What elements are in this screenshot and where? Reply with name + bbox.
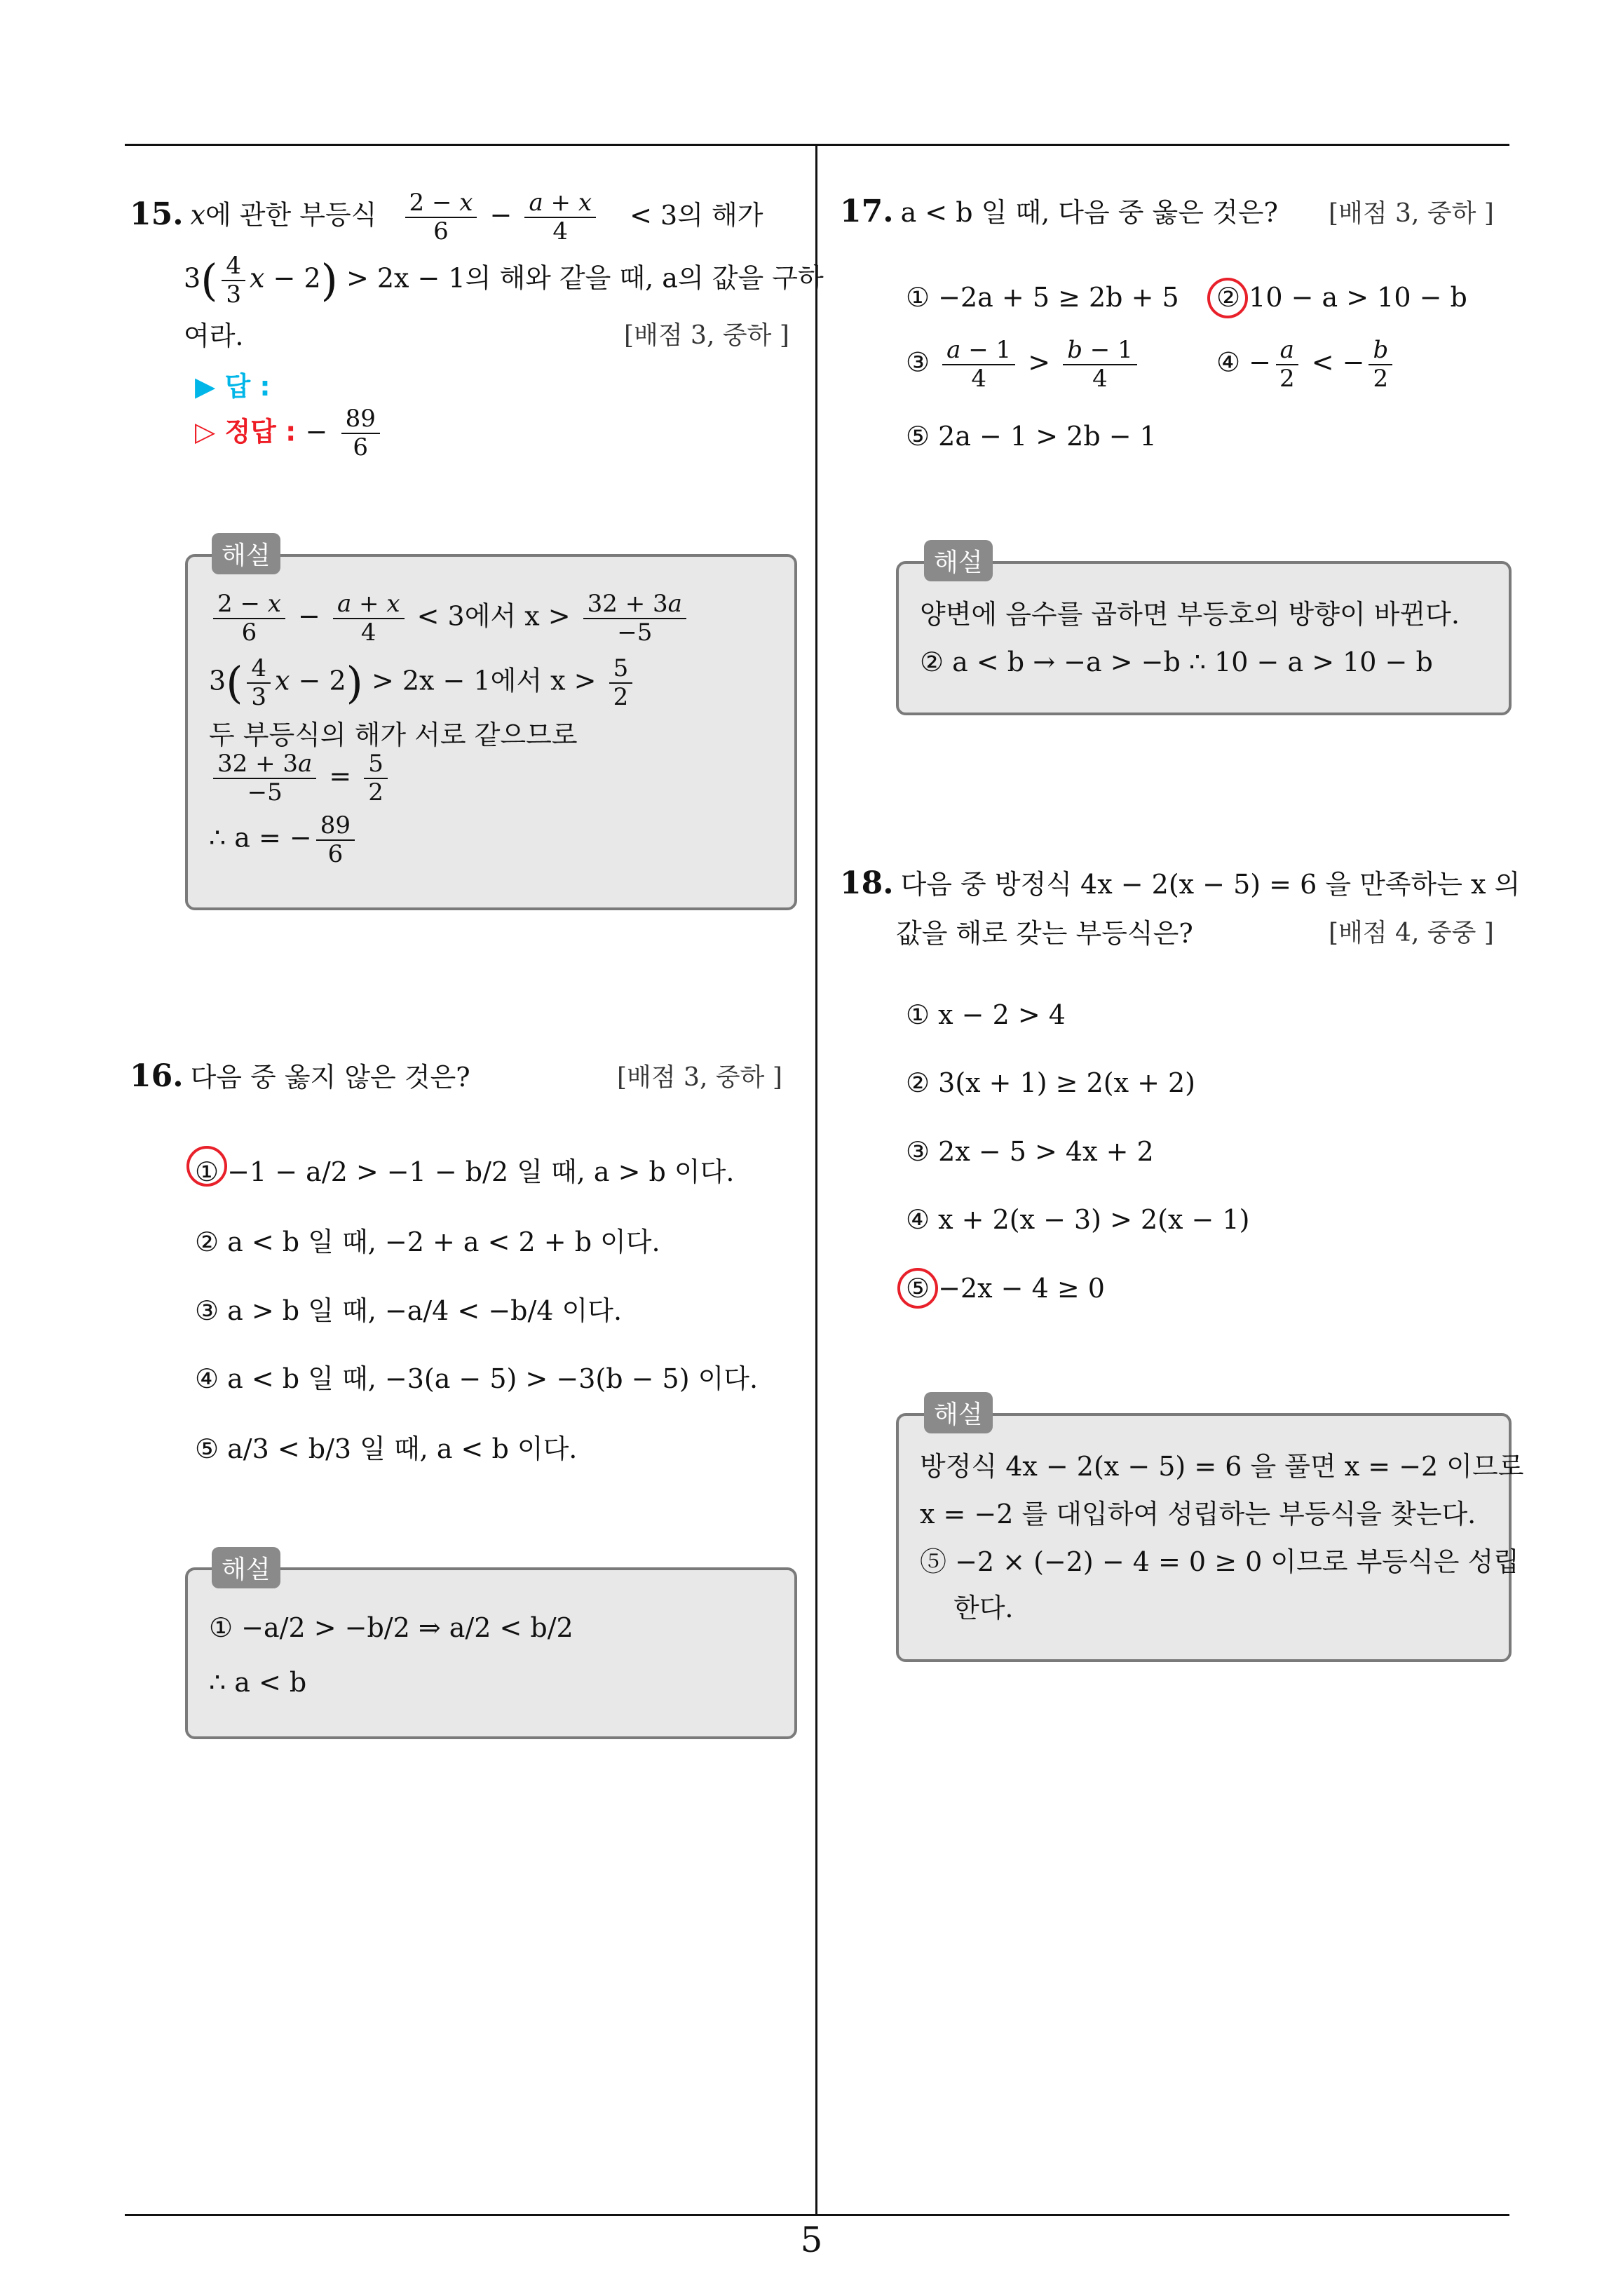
q18-sol-line1: 방정식 4x − 2(x − 5) = 6 을 풀면 x = −2 이므로 (920, 1451, 1524, 1482)
q15-sol-line2: 3( $\frac{4}{3}$ x − 2) > 2x − 1에서 x > $\frac{5}{2}$ (209, 655, 637, 711)
q16-meta: [배점 3, 중하 ] (617, 1063, 782, 1092)
q15-sol-line4: $\frac{32 + 3a}{-5}$ = $\frac{5}{2}$ (209, 750, 392, 806)
q15-line2: 3( $\frac{4}{3}$ x − 2) > 2x − 1의 해와 같을 때, a의 값을 구하 (184, 252, 824, 309)
q16-sol-line2: ∴ a < b (209, 1667, 307, 1698)
q18-sol-line3: ⑤ −2 × (−2) − 4 = 0 ≥ 0 이므로 부등식은 성립 (920, 1546, 1519, 1577)
q16-option-2: ② a < b 일 때, −2 + a < 2 + b 이다. (195, 1227, 660, 1257)
q18-option-2: ② 3(x + 1) ≥ 2(x + 2) (906, 1067, 1196, 1098)
q15-sol-line1: $\frac{2 - x}{6}$ − $\frac{a + x}{4}$ < 3에서 x > $\frac{32 + 3a}{-5}$ (209, 590, 691, 647)
q18-meta: [배점 4, 중중 ] (1329, 919, 1494, 947)
q17-option-1: ① −2a + 5 ≥ 2b + 5 (906, 282, 1179, 313)
q18-option-4: ④ x + 2(x − 3) > 2(x − 1) (906, 1204, 1250, 1235)
q18-option-3: ③ 2x − 5 > 4x + 2 (906, 1136, 1154, 1167)
q15-frac-1: $\frac{2 - x}{6}$ (405, 189, 477, 245)
q15-sol-line3: 두 부등식의 해가 서로 같으므로 (209, 720, 578, 750)
q17-stem: 17. a < b 일 때, 다음 중 옳은 것은? (840, 194, 1278, 229)
q17-sol-line1: 양변에 음수를 곱하면 부등호의 방향이 바뀐다. (920, 599, 1460, 630)
q16-solution-tag: 해설 (212, 1547, 280, 1588)
q15-frac-2: $\frac{a + x}{4}$ (524, 189, 596, 245)
q16-sol-line1: ① −a/2 > −b/2 ⇒ a/2 < b/2 (209, 1612, 573, 1643)
q18-solution-tag: 해설 (924, 1392, 993, 1433)
page-number: 5 (800, 2220, 823, 2260)
q15-line1: 15. x에 관한 부등식 $\frac{2 - x}{6}$ − $\frac{a + x}{4}$ < 3의 해가 (130, 189, 763, 246)
q17-option-4: ④ − $\frac{a}{2}$ < − $\frac{b}{2}$ (1216, 337, 1397, 393)
q16-option-3: ③ a > b 일 때, −a/4 < −b/4 이다. (195, 1295, 623, 1326)
column-divider (815, 145, 817, 2214)
q18-option-1: ① x − 2 > 4 (906, 999, 1066, 1030)
q15-correct-answer: ▷ 정답 : − $\frac{89}{6}$ (195, 405, 384, 461)
q18-selected-mark (897, 1268, 938, 1309)
q17-selected-mark (1207, 278, 1248, 318)
q15-solution-box (185, 554, 797, 910)
q15-meta: [배점 3, 중하 ] (624, 321, 789, 350)
q15-number: 15. (130, 196, 184, 232)
q17-option-3: ③ $\frac{a - 1}{4}$ > $\frac{b - 1}{4}$ (906, 337, 1141, 393)
q15-answer-label: ▶ 답 : (195, 371, 271, 402)
q18-solution-box (896, 1413, 1524, 1662)
q18-option-5: ⑤ −2x − 4 ≥ 0 (906, 1273, 1105, 1304)
q17-sol-line2: ② a < b → −a > −b ∴ 10 − a > 10 − b (920, 647, 1433, 677)
q15-line3: 여라. (184, 320, 244, 351)
bottom-rule (125, 2214, 1509, 2216)
q17-solution-box (896, 561, 1512, 715)
q16-option-1: ① −1 − a/2 > −1 − b/2 일 때, a > b 이다. (195, 1156, 735, 1187)
q18-line1: 18. 다음 중 방정식 4x − 2(x − 5) = 6 을 만족하는 x 의 (840, 865, 1521, 901)
q16-stem: 16. 다음 중 옳지 않은 것은? (130, 1058, 470, 1094)
q16-option-4: ④ a < b 일 때, −3(a − 5) > −3(b − 5) 이다. (195, 1363, 759, 1394)
q17-meta: [배점 3, 중하 ] (1329, 199, 1494, 228)
q17-option-5: ⑤ 2a − 1 > 2b − 1 (906, 421, 1157, 452)
q16-solution-box (185, 1567, 797, 1739)
q18-line2: 값을 해로 갖는 부등식은? (896, 918, 1193, 949)
q17-option-2: ② 10 − a > 10 − b (1216, 282, 1467, 313)
q17-solution-tag: 해설 (924, 540, 993, 581)
q15-solution-tag: 해설 (212, 533, 280, 574)
q16-selected-mark (186, 1146, 227, 1187)
q18-sol-line2: x = −2 를 대입하여 성립하는 부등식을 찾는다. (920, 1499, 1476, 1529)
q15-sol-line5: ∴ a = − $\frac{89}{6}$ (209, 812, 359, 868)
q16-option-5: ⑤ a/3 < b/3 일 때, a < b 이다. (195, 1433, 578, 1464)
q18-sol-line4: 한다. (953, 1593, 1014, 1623)
